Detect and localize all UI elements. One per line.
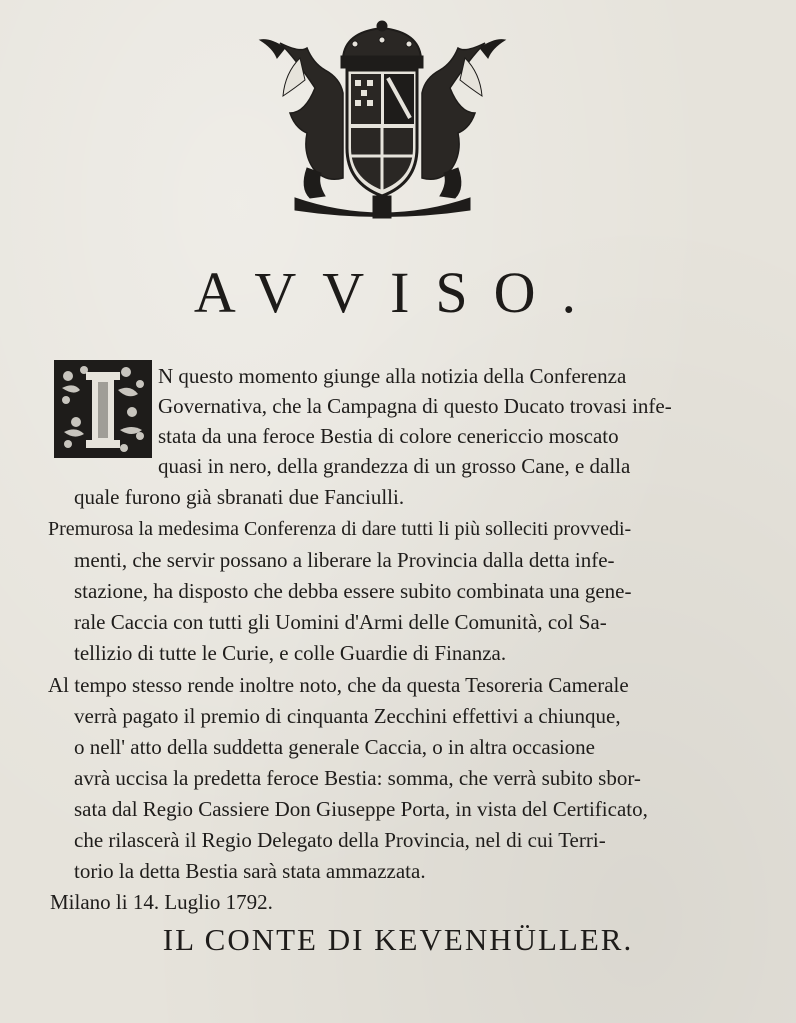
body-line: stazione, ha disposto che debba essere subito combinata una gene- <box>74 579 632 603</box>
body-line: o nell' atto della suddetta generale Caccia, o in altra occasione <box>74 735 595 759</box>
body-line: rale Caccia con tutti gli Uomini d'Armi delle Comunità, col Sa- <box>74 610 607 634</box>
body-line: menti, che servir possano a liberare la Provincia dalla detta infe- <box>74 548 615 572</box>
body-line: Al tempo stesso rende inoltre noto, che da questa Tesoreria Camerale <box>48 673 629 697</box>
body-line: N questo momento giunge alla notizia della Conferenza <box>158 364 627 388</box>
dateline: Milano li 14. Luglio 1792. <box>50 890 273 914</box>
body-line: Premurosa la medesima Conferenza di dare tutti li più solleciti provvedi- <box>48 518 632 540</box>
body-line: tellizio di tutte le Curie, e colle Guardie di Finanza. <box>74 641 507 665</box>
body-line: quasi in nero, della grandezza di un grosso Cane, e dalla <box>158 454 631 478</box>
body-line: torio la detta Bestia sarà stata ammazzata. <box>74 859 426 883</box>
body-line: sata dal Regio Cassiere Don Giuseppe Porta, in vista del Certificato, <box>74 797 648 821</box>
decorated-initial-icon <box>54 360 152 458</box>
body-line: che rilascerà il Regio Delegato della Provincia, nel di cui Terri- <box>74 828 606 852</box>
body-line: verrà pagato il premio di cinquanta Zecchini effettivi a chiunque, <box>74 704 621 728</box>
coat-of-arms-crest <box>255 18 510 223</box>
body-line: Governativa, che la Campagna di questo Ducato trovasi infe- <box>158 394 672 418</box>
body-line: quale furono già sbranati due Fanciulli. <box>74 485 405 509</box>
notice-title: AVVISO. <box>193 260 603 325</box>
body-line: avrà uccisa la predetta feroce Bestia: somma, che verrà subito sbor- <box>74 766 641 790</box>
body-line: stata da una feroce Bestia di colore cenericcio moscato <box>158 424 619 448</box>
signature: IL CONTE DI KEVENHÜLLER. <box>162 922 634 957</box>
